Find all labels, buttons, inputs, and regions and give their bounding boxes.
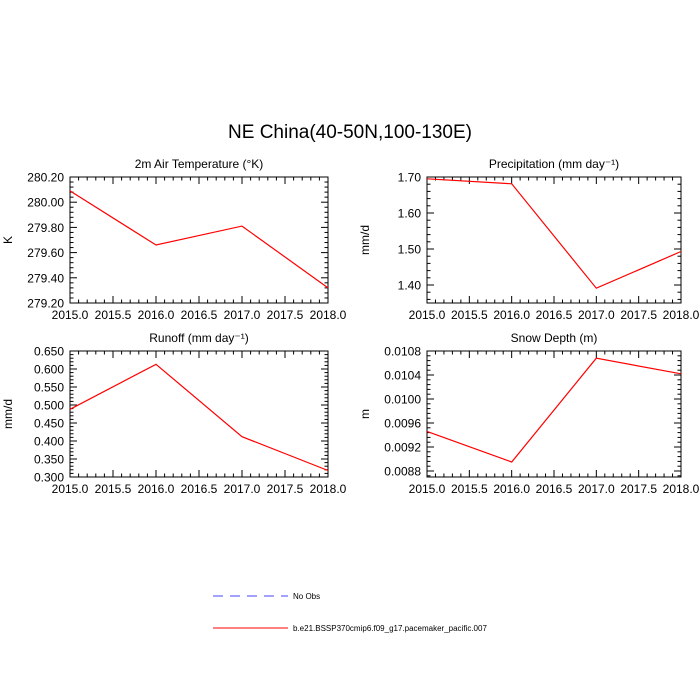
x-tick-label: 2016.0 bbox=[493, 482, 531, 496]
y-tick-label: 0.0108 bbox=[384, 344, 421, 359]
y-tick-label: 0.550 bbox=[33, 380, 64, 395]
panel-title: Precipitation (mm day⁻¹) bbox=[488, 157, 620, 171]
series-line bbox=[427, 358, 681, 462]
panel-title: Snow Depth (m) bbox=[510, 331, 598, 345]
y-tick-label: 1.50 bbox=[397, 242, 421, 257]
x-tick-label: 2016.5 bbox=[535, 308, 573, 322]
x-tick-label: 2018.0 bbox=[662, 308, 700, 322]
x-tick-label: 2017.0 bbox=[577, 308, 615, 322]
y-axis-label: K bbox=[1, 235, 15, 245]
plot-frame bbox=[427, 177, 681, 303]
x-tick-label: 2018.0 bbox=[309, 482, 347, 496]
y-tick-label: 1.40 bbox=[397, 278, 421, 293]
y-tick-label: 279.80 bbox=[27, 220, 64, 235]
y-tick-label: 0.500 bbox=[33, 398, 64, 413]
y-tick-label: 280.00 bbox=[27, 195, 64, 210]
x-tick-label: 2018.0 bbox=[309, 308, 347, 322]
panel-title: Runoff (mm day⁻¹) bbox=[149, 331, 249, 345]
x-tick-label: 2017.0 bbox=[577, 482, 615, 496]
x-tick-label: 2017.5 bbox=[620, 482, 658, 496]
x-tick-label: 2016.0 bbox=[137, 308, 175, 322]
y-axis-label: m bbox=[358, 409, 372, 419]
legend-item bbox=[213, 624, 487, 633]
x-tick-label: 2017.5 bbox=[266, 308, 304, 322]
panels bbox=[1, 157, 700, 496]
y-tick-label: 279.60 bbox=[27, 246, 64, 261]
y-tick-label: 0.300 bbox=[33, 470, 64, 485]
y-tick-label: 0.600 bbox=[33, 362, 64, 377]
x-tick-label: 2015.5 bbox=[450, 482, 488, 496]
x-tick-label: 2017.5 bbox=[620, 308, 658, 322]
x-tick-label: 2016.5 bbox=[180, 482, 218, 496]
x-tick-label: 2015.0 bbox=[408, 482, 446, 496]
y-tick-label: 280.20 bbox=[27, 170, 64, 185]
x-tick-label: 2017.0 bbox=[223, 308, 261, 322]
series-line bbox=[70, 191, 328, 288]
x-tick-label: 2015.0 bbox=[51, 482, 89, 496]
x-tick-label: 2015.5 bbox=[450, 308, 488, 322]
legend-label: b.e21.BSSP370cmip6.f09_g17.pacemaker_pacific.007 bbox=[293, 624, 487, 633]
y-tick-label: 0.0092 bbox=[384, 440, 421, 455]
x-tick-label: 2015.0 bbox=[51, 308, 89, 322]
x-tick-label: 2015.5 bbox=[94, 482, 132, 496]
y-tick-label: 279.40 bbox=[27, 271, 64, 286]
y-tick-label: 0.0096 bbox=[384, 416, 421, 431]
y-tick-label: 0.450 bbox=[33, 416, 64, 431]
x-tick-label: 2018.0 bbox=[662, 482, 700, 496]
y-tick-label: 1.60 bbox=[397, 206, 421, 221]
chart-panel-1 bbox=[1, 157, 347, 322]
x-tick-label: 2016.5 bbox=[535, 482, 573, 496]
legend-item bbox=[213, 592, 320, 601]
chart-panel-3 bbox=[1, 331, 347, 496]
y-tick-label: 0.650 bbox=[33, 344, 64, 359]
y-tick-label: 0.0104 bbox=[384, 368, 421, 383]
chart-panel-2 bbox=[358, 157, 700, 322]
figure-title: NE China(40-50N,100-130E) bbox=[228, 122, 472, 143]
series-line bbox=[70, 364, 328, 470]
y-tick-label: 0.350 bbox=[33, 452, 64, 467]
x-tick-label: 2015.5 bbox=[94, 308, 132, 322]
x-tick-label: 2016.0 bbox=[493, 308, 531, 322]
panel-title: 2m Air Temperature (°K) bbox=[134, 157, 264, 171]
y-axis-label: mm/d bbox=[1, 399, 15, 429]
x-tick-label: 2016.0 bbox=[137, 482, 175, 496]
series-line bbox=[427, 179, 681, 288]
y-axis-label: mm/d bbox=[358, 225, 372, 255]
y-tick-label: 0.0100 bbox=[384, 392, 421, 407]
plot-frame bbox=[427, 351, 681, 477]
y-tick-label: 0.400 bbox=[33, 434, 64, 449]
plot-frame bbox=[70, 351, 328, 477]
legend-label: No Obs bbox=[293, 592, 321, 601]
y-tick-label: 1.70 bbox=[397, 170, 421, 185]
legend bbox=[213, 592, 487, 633]
y-tick-label: 279.20 bbox=[27, 296, 64, 311]
x-tick-label: 2016.5 bbox=[180, 308, 218, 322]
plot-frame bbox=[70, 177, 328, 303]
x-tick-label: 2015.0 bbox=[408, 308, 446, 322]
chart-panel-4 bbox=[358, 331, 700, 496]
y-tick-label: 0.0088 bbox=[384, 464, 421, 479]
x-tick-label: 2017.0 bbox=[223, 482, 261, 496]
x-tick-label: 2017.5 bbox=[266, 482, 304, 496]
